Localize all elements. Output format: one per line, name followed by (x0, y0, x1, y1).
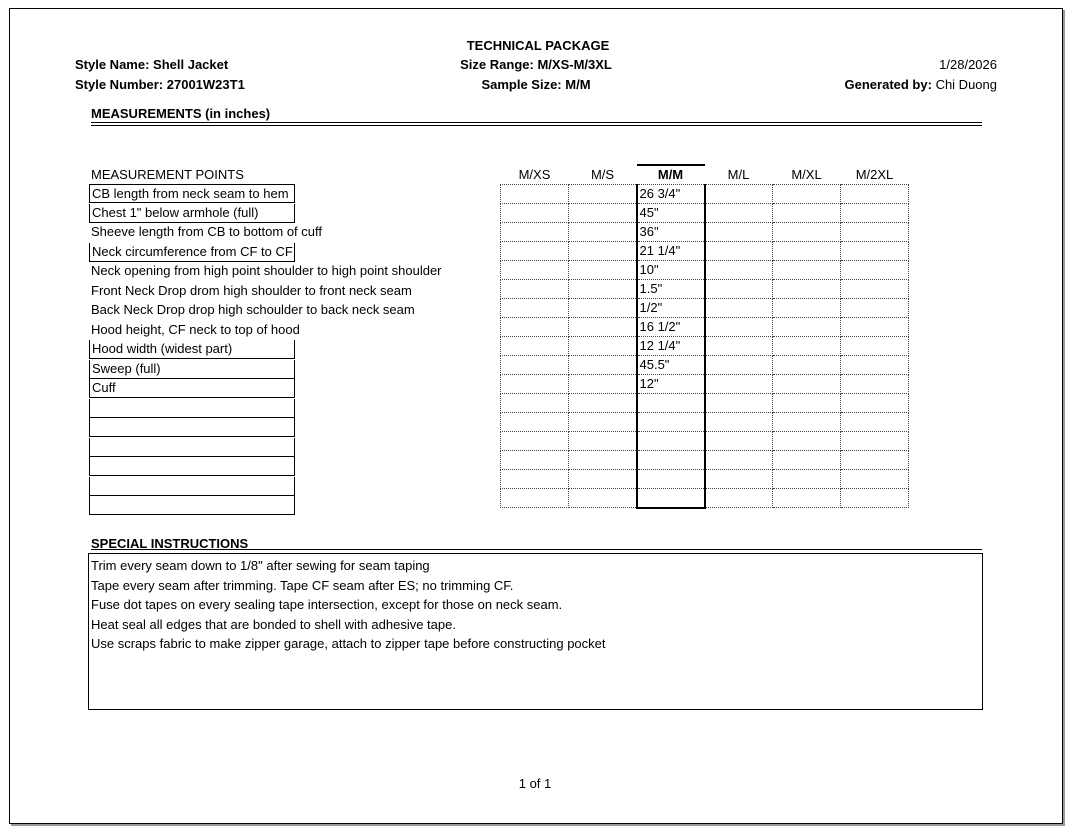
measurement-value-cell (705, 185, 773, 204)
measurement-value-cell (637, 413, 705, 432)
measurement-value-cell (501, 223, 569, 242)
measurement-value-cell (841, 489, 909, 508)
measurement-point-cell: Front Neck Drop drom high shoulder to front neck seam (91, 282, 412, 298)
instruction-line: Heat seal all edges that are bonded to shell with adhesive tape. (91, 616, 456, 632)
measurement-value-cell (841, 394, 909, 413)
table-row (501, 318, 909, 337)
measurement-value-cell (705, 470, 773, 489)
measurement-value-cell (841, 356, 909, 375)
measurement-value-cell (773, 318, 841, 337)
table-row (501, 299, 909, 318)
measurement-value-cell: 26 3/4" (637, 185, 705, 204)
measurement-value-cell (501, 242, 569, 261)
generated-by-value: Chi Duong (935, 77, 997, 92)
measurement-value-cell (705, 489, 773, 508)
measurement-value-cell (841, 337, 909, 356)
measurement-value-cell (501, 185, 569, 204)
measurement-value-cell (841, 413, 909, 432)
measurement-value-cell (569, 299, 637, 318)
measurement-value-cell (841, 299, 909, 318)
document-title: TECHNICAL PACKAGE (466, 38, 610, 53)
measurement-value-cell (773, 489, 841, 508)
table-row (501, 413, 909, 432)
measurements-section-title: MEASUREMENTS (in inches) (91, 106, 271, 121)
measurement-value-cell (773, 299, 841, 318)
measurement-value-cell (705, 280, 773, 299)
measurement-point-cell: Neck opening from high point shoulder to high point shoulder (91, 263, 442, 278)
measurement-value-cell (705, 356, 773, 375)
special-instructions-box (88, 553, 983, 710)
measurement-value-cell (501, 394, 569, 413)
measurement-point-cell: Neck circumference from CF to CF (89, 243, 295, 262)
measurement-value-cell (773, 470, 841, 489)
measurement-point-cell: Hood height, CF neck to top of hood (91, 321, 300, 337)
measurement-value-cell (773, 204, 841, 223)
size-header-cell: M/S (590, 166, 615, 182)
measurement-value-cell (705, 318, 773, 337)
size-header-cell: M/L (727, 166, 750, 182)
document-date: 1/28/2026 (939, 57, 997, 72)
measurement-value-cell (841, 470, 909, 489)
measurement-value-cell (501, 489, 569, 508)
measurement-value-cell: 36" (637, 223, 705, 242)
measurement-value-cell (569, 261, 637, 280)
measurement-value-cell (773, 185, 841, 204)
sample-size-label: Sample Size: (481, 77, 562, 92)
measurement-point-cell (89, 457, 295, 476)
measurement-value-cell (705, 394, 773, 413)
measurement-value-cell (773, 413, 841, 432)
measurement-value-cell (637, 432, 705, 451)
measurement-value-cell (841, 223, 909, 242)
measurement-value-cell (705, 375, 773, 394)
measurement-value-cell (841, 451, 909, 470)
measurement-value-cell (705, 337, 773, 356)
section-divider (91, 125, 982, 126)
style-name-value: Shell Jacket (153, 57, 229, 72)
style-number-label: Style Number: (75, 77, 164, 92)
table-row (501, 451, 909, 470)
measurement-value-cell (501, 375, 569, 394)
measurement-value-cell: 21 1/4" (637, 242, 705, 261)
measurement-value-cell (841, 261, 909, 280)
measurement-value-cell (501, 261, 569, 280)
measurement-value-cell (773, 261, 841, 280)
table-row (501, 185, 909, 204)
instruction-line: Trim every seam down to 1/8" after sewing for seam taping (91, 558, 430, 573)
generated-by-label: Generated by: (844, 77, 932, 92)
measurement-value-cell (569, 413, 637, 432)
measurement-value-cell (569, 280, 637, 299)
measurement-point-cell (89, 496, 295, 515)
special-instructions-title: SPECIAL INSTRUCTIONS (91, 536, 249, 551)
table-row (501, 280, 909, 299)
measurement-value-cell (705, 223, 773, 242)
section-divider (91, 549, 982, 550)
measurement-points-header: MEASUREMENT POINTS (91, 167, 244, 182)
measurement-value-cell (501, 204, 569, 223)
table-row (501, 337, 909, 356)
measurement-value-cell: 1.5" (637, 280, 705, 299)
measurement-value-cell (569, 432, 637, 451)
sample-size-value: M/M (565, 77, 591, 92)
measurement-value-cell (773, 280, 841, 299)
table-row (501, 242, 909, 261)
table-row (501, 375, 909, 394)
measurement-value-cell (773, 451, 841, 470)
size-range (0, 57, 1072, 73)
measurement-point-cell: Hood width (widest part) (89, 340, 295, 359)
measurement-value-cell (637, 489, 705, 508)
measurement-value-cell (841, 432, 909, 451)
measurement-value-cell (637, 394, 705, 413)
measurement-value-cell (773, 375, 841, 394)
measurement-value-cell (773, 242, 841, 261)
measurement-value-cell (569, 223, 637, 242)
size-measurement-grid (500, 164, 909, 509)
measurement-value-cell (569, 451, 637, 470)
measurement-value-cell (705, 451, 773, 470)
table-row (501, 394, 909, 413)
measurement-point-cell: Sweep (full) (89, 360, 295, 379)
measurement-point-cell: Sheeve length from CB to bottom of cuff (91, 224, 322, 239)
measurement-value-cell (501, 356, 569, 375)
measurement-value-cell (569, 318, 637, 337)
measurement-value-cell: 12" (637, 375, 705, 394)
size-range-value: M/XS-M/3XL (537, 57, 612, 72)
measurement-point-cell: CB length from neck seam to hem (89, 184, 295, 203)
measurement-value-cell (501, 318, 569, 337)
style-name-label: Style Name: (75, 57, 150, 72)
size-header-row (501, 165, 909, 185)
instruction-line: Tape every seam after trimming. Tape CF seam after ES; no trimming CF. (91, 577, 514, 593)
measurement-point-cell: Chest 1" below armhole (full) (89, 204, 295, 223)
table-row (501, 356, 909, 375)
instruction-line: Fuse dot tapes on every sealing tape intersection, except for those on neck seam. (91, 597, 563, 612)
table-row (501, 261, 909, 280)
measurement-value-cell (569, 375, 637, 394)
measurement-value-cell (569, 242, 637, 261)
measurement-value-cell (569, 185, 637, 204)
size-header-cell: M/2XL (855, 166, 894, 182)
table-row (501, 470, 909, 489)
measurement-value-cell (569, 394, 637, 413)
measurement-value-cell (841, 185, 909, 204)
measurement-value-cell (501, 337, 569, 356)
measurement-value-cell: 12 1/4" (637, 337, 705, 356)
measurement-value-cell (501, 299, 569, 318)
measurement-value-cell (705, 261, 773, 280)
measurement-value-cell (705, 413, 773, 432)
size-range-label: Size Range: (460, 57, 534, 72)
table-row (501, 489, 909, 508)
measurement-value-cell: 45.5" (637, 356, 705, 375)
instruction-line: Use scraps fabric to make zipper garage, attach to zipper tape before constructing pocket (91, 636, 606, 651)
measurement-value-cell (569, 204, 637, 223)
measurement-value-cell (841, 280, 909, 299)
size-header-cell: M/XS (518, 166, 551, 182)
measurement-point-cell (89, 399, 295, 418)
table-row (501, 223, 909, 242)
measurement-value-cell (841, 242, 909, 261)
page-number: 1 of 1 (518, 776, 552, 791)
measurement-value-cell (569, 470, 637, 489)
style-number-value: 27001W23T1 (166, 77, 245, 92)
measurement-value-cell (637, 470, 705, 489)
measurement-value-cell: 1/2" (637, 299, 705, 318)
measurement-value-cell (773, 394, 841, 413)
section-divider (91, 122, 982, 123)
measurement-value-cell: 45" (637, 204, 705, 223)
measurement-value-cell (705, 299, 773, 318)
measurement-point-cell: Cuff (89, 379, 295, 398)
measurement-value-cell (841, 318, 909, 337)
size-header-cell: M/M (637, 165, 705, 185)
measurement-point-cell (89, 418, 295, 437)
measurement-value-cell (705, 242, 773, 261)
measurement-value-cell (841, 204, 909, 223)
measurement-value-cell (569, 356, 637, 375)
measurement-value-cell (501, 451, 569, 470)
measurement-value-cell (773, 432, 841, 451)
size-header-cell: M/XL (791, 166, 822, 182)
measurement-value-cell (773, 356, 841, 375)
generated-by (845, 77, 997, 93)
measurement-value-cell (841, 375, 909, 394)
measurement-value-cell (501, 432, 569, 451)
measurement-point-cell (89, 438, 295, 457)
measurement-value-cell (569, 489, 637, 508)
measurement-value-cell (705, 204, 773, 223)
table-row (501, 432, 909, 451)
measurement-value-cell: 10" (637, 261, 705, 280)
table-row (501, 204, 909, 223)
measurement-value-cell (501, 470, 569, 489)
measurement-value-cell: 16 1/2" (637, 318, 705, 337)
measurement-value-cell (569, 337, 637, 356)
measurement-value-cell (705, 432, 773, 451)
measurement-value-cell (773, 337, 841, 356)
measurement-point-cell (89, 477, 295, 496)
measurement-point-cell: Back Neck Drop drop high schoulder to back neck seam (91, 302, 415, 317)
measurement-value-cell (773, 223, 841, 242)
measurement-value-cell (501, 280, 569, 299)
measurement-value-cell (501, 413, 569, 432)
measurement-value-cell (637, 451, 705, 470)
